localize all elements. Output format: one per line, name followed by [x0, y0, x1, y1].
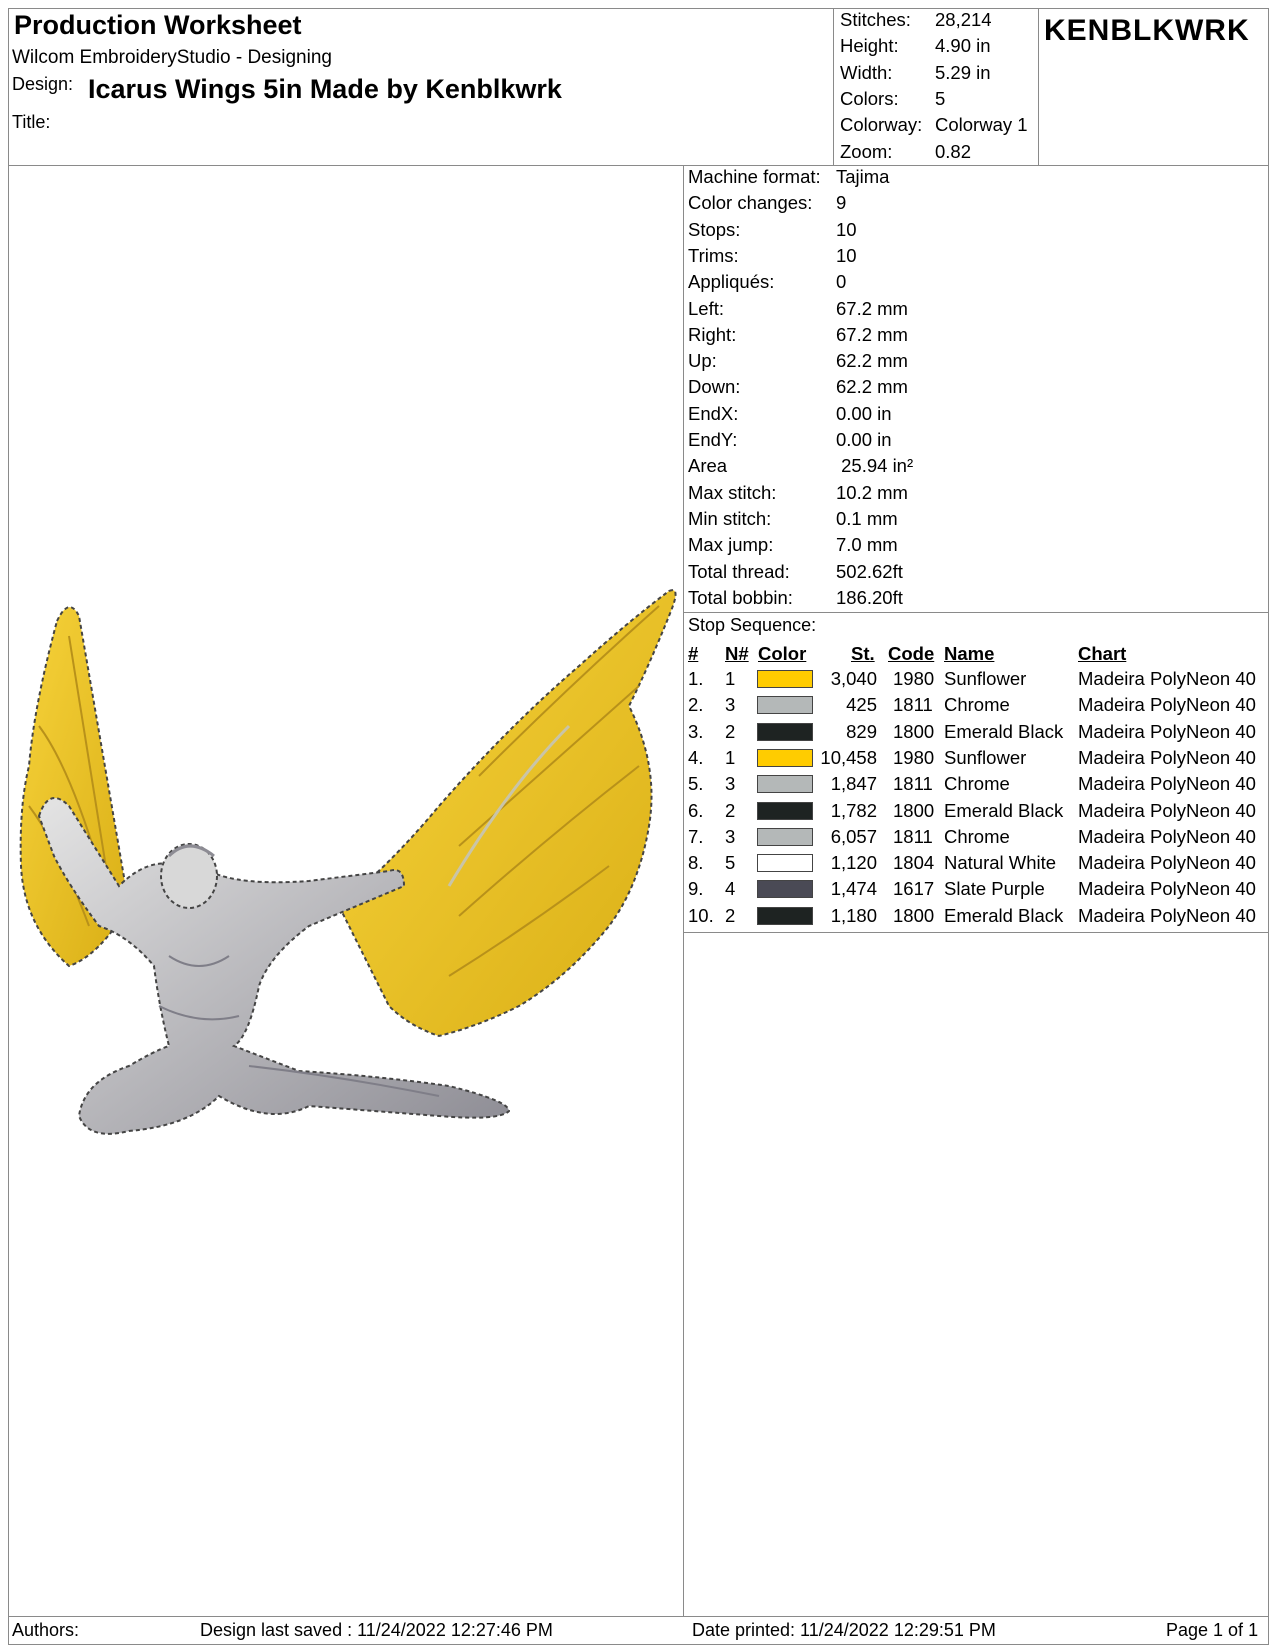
footer-authors: Authors:: [12, 1620, 80, 1640]
thread-chart: Madeira PolyNeon 40: [1078, 746, 1256, 768]
thread-name: Emerald Black: [944, 904, 1064, 926]
row-number: 10.: [688, 904, 714, 926]
stitch-count: 1,782: [830, 799, 877, 821]
row-number: 3.: [688, 720, 704, 742]
detail-value: 67.2 mm: [836, 297, 908, 319]
row-number: 8.: [688, 852, 704, 874]
summary-label: Zoom:: [840, 140, 893, 162]
needle-number: 3: [725, 825, 736, 847]
detail-label: Color changes:: [688, 192, 813, 214]
needle-number: 1: [725, 746, 736, 768]
thread-chart: Madeira PolyNeon 40: [1078, 720, 1256, 742]
needle-number: 2: [725, 904, 736, 926]
detail-value: 62.2 mm: [836, 350, 908, 372]
summary-label: Stitches:: [840, 9, 911, 30]
detail-label: Max stitch:: [688, 481, 777, 503]
summary-right-divider: [1038, 8, 1039, 165]
stitch-count: 1,180: [830, 904, 877, 926]
thread-name: Emerald Black: [944, 720, 1064, 742]
thread-name: Chrome: [944, 773, 1010, 795]
col-header-name: Name: [944, 643, 995, 664]
detail-value: 7.0 mm: [836, 534, 898, 556]
detail-value: 0.00 in: [836, 402, 892, 424]
summary-value: 4.90 in: [935, 35, 991, 57]
detail-label: Area: [688, 455, 728, 477]
needle-number: 3: [725, 694, 736, 716]
detail-value: 25.94 in²: [836, 455, 914, 477]
detail-value: 186.20ft: [836, 586, 903, 608]
detail-value: 10.2 mm: [836, 481, 908, 503]
detail-label: EndY:: [688, 429, 738, 450]
summary-value: 5: [935, 87, 946, 109]
row-number: 5.: [688, 773, 704, 795]
summary-left-divider: [833, 8, 834, 165]
detail-label: Stops:: [688, 218, 741, 240]
footer-last-saved: Design last saved : 11/24/2022 12:27:46 PM: [200, 1620, 553, 1640]
detail-label: Appliqués:: [688, 271, 775, 293]
detail-value: 0.1 mm: [836, 507, 898, 529]
right-wing: [339, 590, 676, 1036]
stitch-count: 10,458: [820, 746, 877, 768]
thread-code: 1980: [893, 746, 935, 768]
row-number: 7.: [688, 825, 704, 847]
thread-code: 1811: [893, 694, 933, 716]
thread-code: 1800: [893, 799, 935, 821]
detail-value: 0.00 in: [836, 429, 892, 450]
summary-label: Colors:: [840, 87, 899, 109]
thread-chart: Madeira PolyNeon 40: [1078, 825, 1256, 847]
thread-chart: Madeira PolyNeon 40: [1078, 799, 1256, 821]
needle-number: 2: [725, 720, 736, 742]
footer-date-printed: Date printed: 11/24/2022 12:29:51 PM: [692, 1620, 996, 1640]
thread-name: Sunflower: [944, 746, 1027, 768]
row-number: 1.: [688, 668, 704, 689]
preview-divider: [683, 165, 684, 1616]
detail-value: 62.2 mm: [836, 376, 908, 398]
footer-divider: [8, 1616, 1269, 1617]
brand-logo: KENBLKWRK: [1044, 14, 1250, 47]
col-header-code: Code: [888, 643, 935, 664]
detail-label: Machine format:: [688, 166, 821, 187]
detail-label: Min stitch:: [688, 507, 772, 529]
thread-chart: Madeira PolyNeon 40: [1078, 878, 1256, 900]
needle-number: 3: [725, 773, 736, 795]
stitch-count: 6,057: [830, 825, 877, 847]
needle-number: 1: [725, 668, 736, 689]
needle-number: 4: [725, 878, 736, 900]
embroidery-design-image: [9, 166, 682, 1615]
summary-label: Height:: [840, 35, 899, 57]
table-end-divider: [683, 932, 1269, 933]
detail-value: 502.62ft: [836, 560, 903, 582]
stitch-count: 1,847: [830, 773, 877, 795]
detail-value: 10: [836, 218, 857, 240]
thread-name: Sunflower: [944, 668, 1027, 689]
needle-number: 2: [725, 799, 736, 821]
stitch-count: 1,474: [830, 878, 877, 900]
stop-sequence-label: Stop Sequence:: [688, 615, 817, 635]
detail-value: Tajima: [836, 166, 890, 187]
thread-name: Slate Purple: [944, 878, 1045, 900]
detail-label: Down:: [688, 376, 741, 398]
thread-code: 1804: [893, 852, 935, 874]
row-number: 4.: [688, 746, 704, 768]
row-number: 9.: [688, 878, 704, 900]
design-label: Design:: [12, 74, 74, 94]
thread-name: Chrome: [944, 825, 1010, 847]
thread-name: Natural White: [944, 852, 1057, 874]
stop-sequence-divider: [683, 612, 1269, 613]
detail-label: Trims:: [688, 244, 739, 266]
thread-chart: Madeira PolyNeon 40: [1078, 668, 1256, 689]
thread-name: Chrome: [944, 694, 1010, 716]
summary-label: Colorway:: [840, 114, 923, 136]
design-name: Icarus Wings 5in Made by Kenblkwrk: [88, 74, 562, 104]
page-title: Production Worksheet: [14, 10, 302, 40]
row-number: 2.: [688, 694, 704, 716]
detail-value: 0: [836, 271, 847, 293]
detail-value: 9: [836, 192, 847, 214]
footer-page-number: Page 1 of 1: [1166, 1620, 1259, 1640]
detail-label: EndX:: [688, 402, 739, 424]
thread-code: 1800: [893, 904, 935, 926]
stitch-count: 1,120: [830, 852, 877, 874]
detail-value: 10: [836, 244, 857, 266]
thread-code: 1811: [893, 825, 933, 847]
detail-label: Left:: [688, 297, 724, 319]
summary-label: Width:: [840, 61, 893, 83]
col-header-chart: Chart: [1078, 643, 1127, 664]
col-header-color: Color: [758, 643, 807, 664]
stitch-count: 425: [846, 694, 877, 716]
thread-chart: Madeira PolyNeon 40: [1078, 852, 1256, 874]
design-preview: [9, 166, 682, 1615]
summary-value: Colorway 1: [935, 114, 1028, 136]
needle-number: 5: [725, 852, 736, 874]
detail-label: Total bobbin:: [688, 586, 793, 608]
thread-code: 1800: [893, 720, 935, 742]
summary-value: 28,214: [935, 9, 992, 30]
col-header-num: #: [688, 643, 699, 664]
thread-chart: Madeira PolyNeon 40: [1078, 904, 1256, 926]
thread-name: Emerald Black: [944, 799, 1064, 821]
detail-label: Right:: [688, 323, 737, 345]
detail-value: 67.2 mm: [836, 323, 908, 345]
thread-chart: Madeira PolyNeon 40: [1078, 773, 1256, 795]
thread-code: 1811: [893, 773, 933, 795]
summary-value: 0.82: [935, 140, 972, 162]
detail-label: Max jump:: [688, 534, 774, 556]
thread-code: 1980: [893, 668, 935, 689]
thread-chart: Madeira PolyNeon 40: [1078, 694, 1256, 716]
col-header-stitches: St.: [851, 643, 875, 664]
col-header-n: N#: [725, 643, 749, 664]
title-label: Title:: [12, 112, 51, 132]
detail-label: Up:: [688, 350, 717, 372]
stitch-count: 829: [846, 720, 877, 742]
detail-label: Total thread:: [688, 560, 790, 582]
row-number: 6.: [688, 799, 704, 821]
stitch-count: 3,040: [830, 668, 877, 689]
summary-value: 5.29 in: [935, 61, 991, 83]
software-name: Wilcom EmbroideryStudio - Designing: [12, 47, 332, 68]
thread-code: 1617: [893, 878, 935, 900]
